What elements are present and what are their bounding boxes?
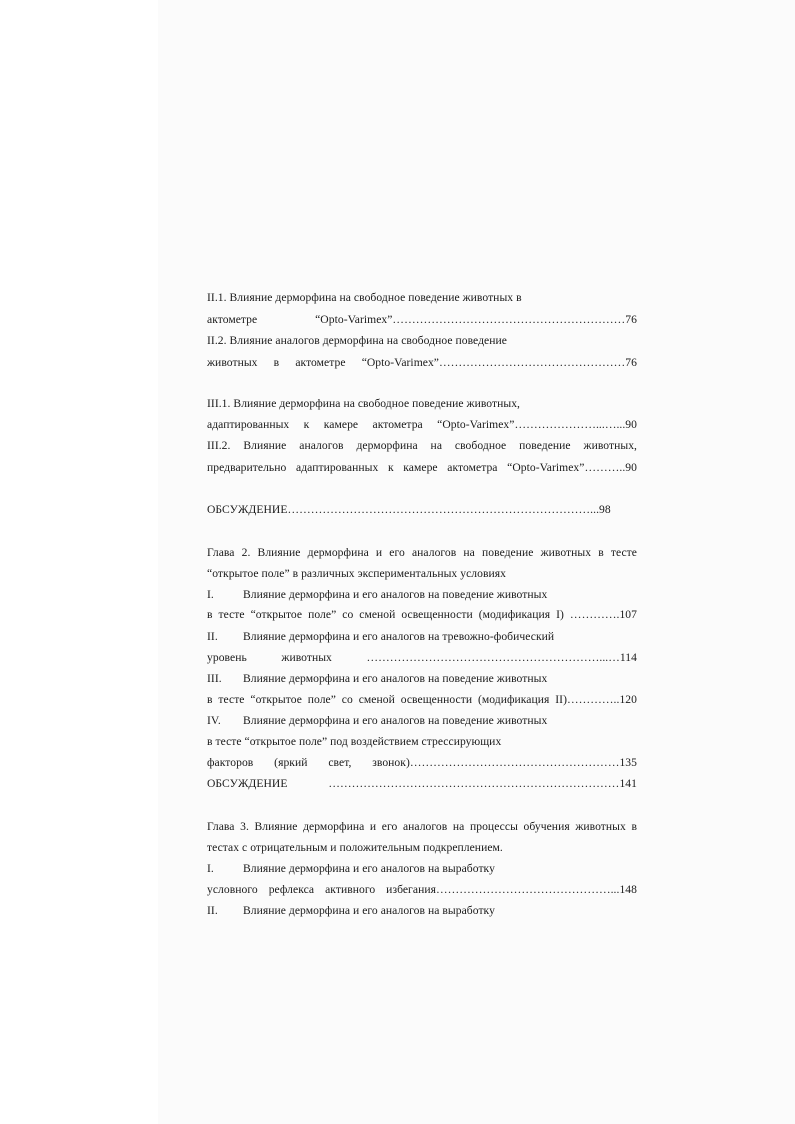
toc-entry-III-1-line2: адаптированных к камере актометра “Opto-Varimex”…………………...…...90: [207, 418, 637, 431]
chapter-2-item-II-line2: уровень животных ……………………………………………………...…114: [207, 651, 637, 664]
chapter-2-title-line2: “открытое поле” в различных экспериментальных условиях: [207, 567, 506, 580]
chapter-3-item-I-title: Влияние дерморфина и его аналогов на выработку: [243, 862, 495, 875]
toc-entry-discussion-1: ОБСУЖДЕНИЕ……………………………………………………………………...98: [207, 503, 611, 516]
chapter-2-item-II-title: Влияние дерморфина и его аналогов на тревожно-фобический: [243, 630, 555, 643]
chapter-2-item-IV-line3: факторов (яркий свет, звонок)………………………………………………135: [207, 756, 637, 769]
chapter-3-item-I-line2: условного рефлекса активного избегания………………………………………...148: [207, 883, 637, 896]
chapter-2-title-line1: Глава 2. Влияние дерморфина и его аналогов на поведение животных в тесте: [207, 546, 637, 559]
toc-entry-II-2-line2: животных в актометре “Opto-Varimex”…………………………………………76: [207, 356, 637, 369]
chapter-2-item-I-title: Влияние дерморфина и его аналогов на поведение животных: [243, 588, 548, 601]
chapter-2-item-I-number: I.: [207, 588, 214, 601]
chapter-2-item-III-number: III.: [207, 672, 222, 685]
chapter-3-title-line2: тестах с отрицательным и положительным подкреплением.: [207, 841, 503, 854]
chapter-2-item-IV-line2: в тесте “открытое поле” под воздействием стрессирующих: [207, 735, 502, 748]
chapter-2-item-II-number: II.: [207, 630, 218, 643]
chapter-2-item-IV-title: Влияние дерморфина и его аналогов на поведение животных: [243, 714, 548, 727]
toc-entry-II-1-line2: актометре “Opto-Varimex”……………………………………………………76: [207, 313, 637, 326]
toc-entry-III-2-line1: III.2. Влияние аналогов дерморфина на свободное поведение животных,: [207, 439, 637, 452]
chapter-3-item-II-title: Влияние дерморфина и его аналогов на выработку: [243, 904, 495, 917]
toc-entry-II-1-line1: II.1. Влияние дерморфина на свободное поведение животных в: [207, 291, 522, 304]
chapter-2-item-III-title: Влияние дерморфина и его аналогов на поведение животных: [243, 672, 548, 685]
chapter-2-item-I-line2: в тесте “открытое поле” со сменой освещенности (модификация I) ………….107: [207, 608, 637, 621]
toc-entry-III-1-line1: III.1. Влияние дерморфина на свободное поведение животных,: [207, 397, 520, 410]
scanned-page-shade: [158, 0, 795, 1124]
chapter-2-item-IV-number: IV.: [207, 714, 221, 727]
chapter-2-discussion: ОБСУЖДЕНИЕ …………………………………………………………………141: [207, 777, 637, 790]
chapter-2-item-III-line2: в тесте “открытое поле” со сменой освещенности (модификация II)…………..120: [207, 693, 637, 706]
toc-entry-II-2-line1: II.2. Влияние аналогов дерморфина на свободное поведение: [207, 334, 507, 347]
chapter-3-item-II-number: II.: [207, 904, 218, 917]
chapter-3-item-I-number: I.: [207, 862, 214, 875]
toc-entry-III-2-line2: предварительно адаптированных к камере актометра “Opto-Varimex”………..90: [207, 461, 637, 474]
chapter-3-title-line1: Глава 3. Влияние дерморфина и его аналогов на процессы обучения животных в: [207, 820, 637, 833]
